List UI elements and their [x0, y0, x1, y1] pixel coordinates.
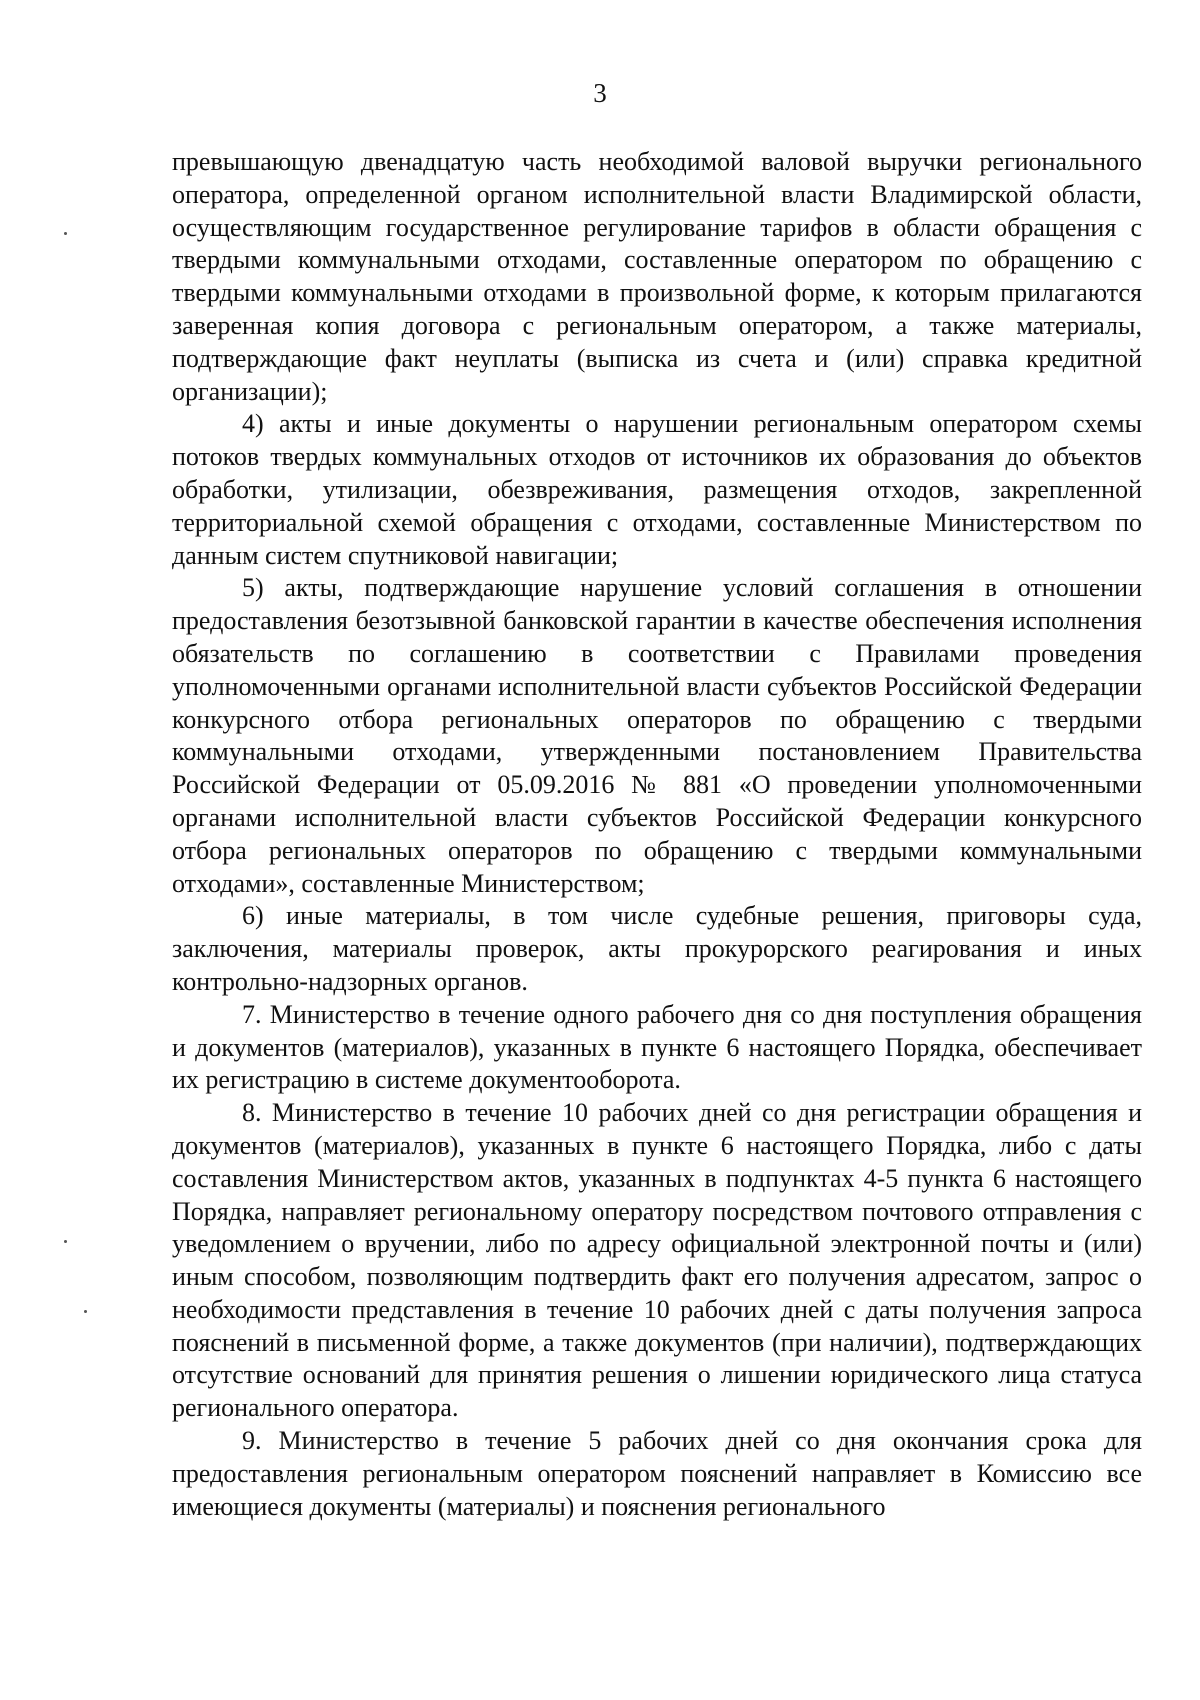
scan-speck	[64, 232, 67, 235]
paragraph-item-4: 4) акты и иные документы о нарушении региональным оператором схемы потоков твердых коммунальных отходов от источников их образования до объектов обработки, утилизации, обезвреживания, размещения отходов, закрепленной территориальной схемой обращения с отходами, составленные Министерством по данным систем спутниковой навигации;	[172, 409, 1142, 570]
scan-speck	[64, 1240, 67, 1243]
document-body	[172, 146, 1142, 1523]
page-number: 3	[593, 78, 607, 108]
paragraph-clause-7: 7. Министерство в течение одного рабочего дня со дня поступления обращения и документов (материалов), указанных в пункте 6 настоящего Порядка, обеспечивает их регистрацию в системе документооборота.	[172, 999, 1142, 1095]
paragraph-item-6: 6) иные материалы, в том числе судебные решения, приговоры суда, заключения, материалы проверок, акты прокурорского реагирования и иных контрольно-надзорных органов.	[172, 901, 1142, 996]
paragraph-clause-8: 8. Министерство в течение 10 рабочих дней со дня регистрации обращения и документов (материалов), указанных в пункте 6 настоящего Порядка, либо с даты составления Министерством актов, указанных в подпунктах 4-5 пункта 6 настоящего Порядка, направляет региональному оператору посредством почтового отправления с уведомлением о вручении, либо по адресу официальной электронной почты и (или) иным способом, позволяющим подтвердить факт его получения адресатом, запрос о необходимости представления в течение 10 рабочих дней с даты получения запроса пояснений в письменной форме, а также документов (при наличии), подтверждающих отсутствие оснований для принятия решения о лишении юридического лица статуса регионального оператора.	[172, 1098, 1142, 1423]
scan-speck	[84, 1310, 87, 1313]
paragraph-item-5: 5) акты, подтверждающие нарушение условий соглашения в отношении предоставления безотзывной банковской гарантии в качестве обеспечения исполнения обязательств по соглашению в соответствии с Правилами проведения уполномоченными органами исполнительной власти субъектов Российской Федерации конкурсного отбора региональных операторов по обращению с твердыми коммунальными отходами, утвержденными постановлением Правительства Российской Федерации от 05.09.2016 № 881 «О проведении уполномоченными органами исполнительной власти субъектов Российской Федерации конкурсного отбора региональных операторов по обращению с твердыми коммунальными отходами», составленные Министерством;	[172, 573, 1142, 898]
paragraph-continuation: превышающую двенадцатую часть необходимой валовой выручки регионального оператора, определенной органом исполнительной власти Владимирской области, осуществляющим государственное регулирование тарифов в области обращения с твердыми коммунальными отходами, составленные оператором по обращению с твердыми коммунальными отходами в произвольной форме, к которым прилагаются заверенная копия договора с региональным оператором, а также материалы, подтверждающие факт неуплаты (выписка из счета и (или) справка кредитной организации);	[172, 147, 1142, 406]
paragraph-clause-9: 9. Министерство в течение 5 рабочих дней со дня окончания срока для предоставления региональным оператором пояснений направляет в Комиссию все имеющиеся документы (материалы) и пояснения регионального	[172, 1426, 1142, 1521]
